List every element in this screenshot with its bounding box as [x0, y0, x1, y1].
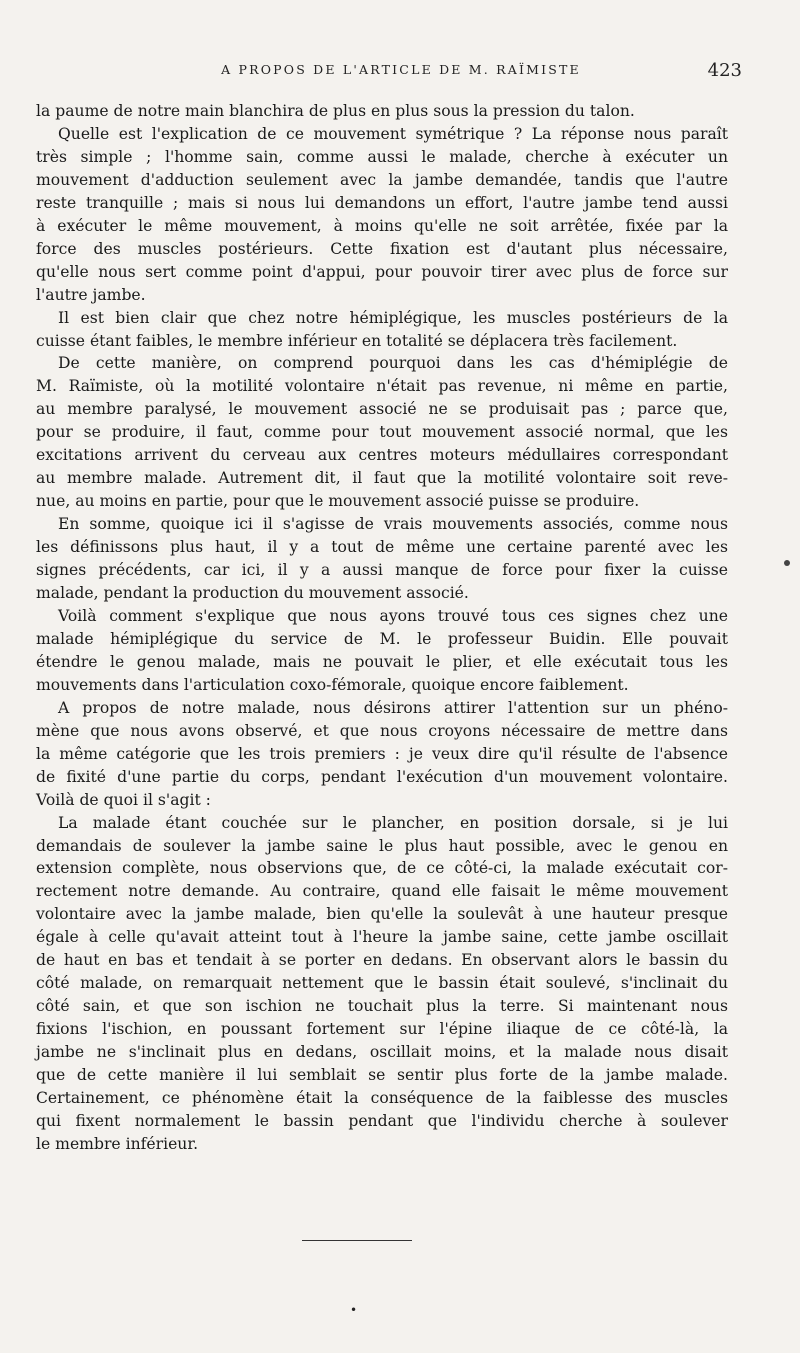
text-line: nue, au moins en partie, pour que le mouvement associé puisse se produire. [36, 492, 640, 511]
text-line: cuisse étant faibles, le membre inférieur en totalité se déplacera très facilement. [36, 331, 678, 350]
footnote-rule [302, 1240, 412, 1241]
text-line: mouvements dans l'articulation coxo-fémorale, quoique encore faiblement. [36, 675, 629, 694]
text-line: la même catégorie que les trois premiers : je veux dire qu'il résulte de l'absence [36, 744, 728, 763]
text-line: la paume de notre main blanchira de plus en plus sous la pression du talon. [36, 102, 635, 120]
text-line: M. Raïmiste, où la motilité volontaire n'était pas revenue, ni même en partie, [36, 377, 728, 396]
text-line: au membre paralysé, le mouvement associé ne se produisait pas ; parce que, [36, 400, 728, 419]
text-line: malade hémiplégique du service de M. le professeur Buidin. Elle pouvait [36, 629, 728, 648]
text-line: côté malade, on remarquait nettement que le bassin était soulevé, s'inclinait du [36, 974, 728, 993]
text-line: La malade étant couchée sur le plancher, en position dorsale, si je lui [58, 813, 728, 832]
text-line: rectement notre demande. Au contraire, quand elle faisait le même mouvement [36, 882, 728, 901]
body-text [36, 100, 728, 1156]
text-line: fixions l'ischion, en poussant fortement sur l'épine iliaque de ce côté-là, la [36, 1020, 728, 1039]
text-line: qui fixent normalement le bassin pendant que l'individu cherche à soulever [36, 1111, 728, 1130]
text-line: que de cette manière il lui semblait se sentir plus forte de la jambe malade. [36, 1066, 728, 1085]
text-line: mène que nous avons observé, et que nous croyons nécessaire de mettre dans [36, 721, 728, 740]
text-line: à exécuter le même mouvement, à moins qu'elle ne soit arrêtée, fixée par la [36, 216, 728, 235]
text-line: très simple ; l'homme sain, comme aussi le malade, cherche à exécuter un [36, 147, 728, 166]
text-line: côté sain, et que son ischion ne touchait plus la terre. Si maintenant nous [36, 997, 728, 1016]
text-line: En somme, quoique ici il s'agisse de vrais mouvements associés, comme nous [58, 515, 728, 534]
text-line: Voilà comment s'explique que nous ayons trouvé tous ces signes chez une [58, 606, 728, 625]
text-line: malade, pendant la production du mouvement associé. [36, 584, 469, 603]
text-line: force des muscles postérieurs. Cette fixation est d'autant plus nécessaire, [36, 239, 728, 258]
text-line: au membre malade. Autrement dit, il faut que la motilité volontaire soit reve- [36, 469, 728, 488]
text-line: demandais de soulever la jambe saine le plus haut possible, avec le genou en [36, 836, 728, 855]
text-line: excitations arrivent du cerveau aux centres moteurs médullaires correspondant [36, 446, 728, 465]
text-line: jambe ne s'inclinait plus en dedans, oscillait moins, et la malade nous disait [36, 1043, 728, 1062]
text-line: pour se produire, il faut, comme pour tout mouvement associé normal, que les [36, 423, 728, 442]
text-line: de fixité d'une partie du corps, pendant l'exécution d'un mouvement volontaire. [36, 767, 728, 786]
text-line: Il est bien clair que chez notre hémiplégique, les muscles postérieurs de la [58, 308, 728, 327]
text-line: De cette manière, on comprend pourquoi dans les cas d'hémiplégie de [58, 354, 728, 373]
text-line: l'autre jambe. [36, 285, 146, 304]
text-line: A propos de notre malade, nous désirons attirer l'attention sur un phéno- [58, 698, 728, 717]
bottom-mark: • [350, 1303, 358, 1317]
page-number: 423 [707, 60, 742, 81]
text-line: les définissons plus haut, il y a tout de même une certaine parenté avec les [36, 538, 728, 557]
text-line: Certainement, ce phénomène était la conséquence de la faiblesse des muscles [36, 1088, 728, 1107]
running-title: A PROPOS DE L'ARTICLE DE M. RAÏMISTE [221, 62, 581, 77]
text-line: le membre inférieur. [36, 1134, 199, 1153]
text-line: de haut en bas et tendait à se porter en dedans. En observant alors le bassin du [36, 951, 728, 970]
text-line: Voilà de quoi il s'agit : [36, 790, 211, 809]
text-line: mouvement d'adduction seulement avec la jambe demandée, tandis que l'autre [36, 170, 728, 189]
text-line: Quelle est l'explication de ce mouvement symétrique ? La réponse nous paraît [58, 124, 728, 143]
text-line: qu'elle nous sert comme point d'appui, pour pouvoir tirer avec plus de force sur [36, 262, 728, 281]
text-line: signes précédents, car ici, il y a aussi manque de force pour fixer la cuisse [36, 561, 728, 580]
text-line: extension complète, nous observions que, de ce côté-ci, la malade exécutait cor- [36, 859, 728, 878]
text-line: égale à celle qu'avait atteint tout à l'heure la jambe saine, cette jambe oscillait [36, 928, 728, 947]
text-line: volontaire avec la jambe malade, bien qu'elle la soulevât à une hauteur presque [36, 905, 728, 924]
text-line: reste tranquille ; mais si nous lui demandons un effort, l'autre jambe tend aussi [36, 193, 728, 212]
text-line: étendre le genou malade, mais ne pouvait le plier, et elle exécutait tous les [36, 652, 728, 671]
running-head [60, 60, 742, 84]
margin-dot [784, 560, 790, 566]
